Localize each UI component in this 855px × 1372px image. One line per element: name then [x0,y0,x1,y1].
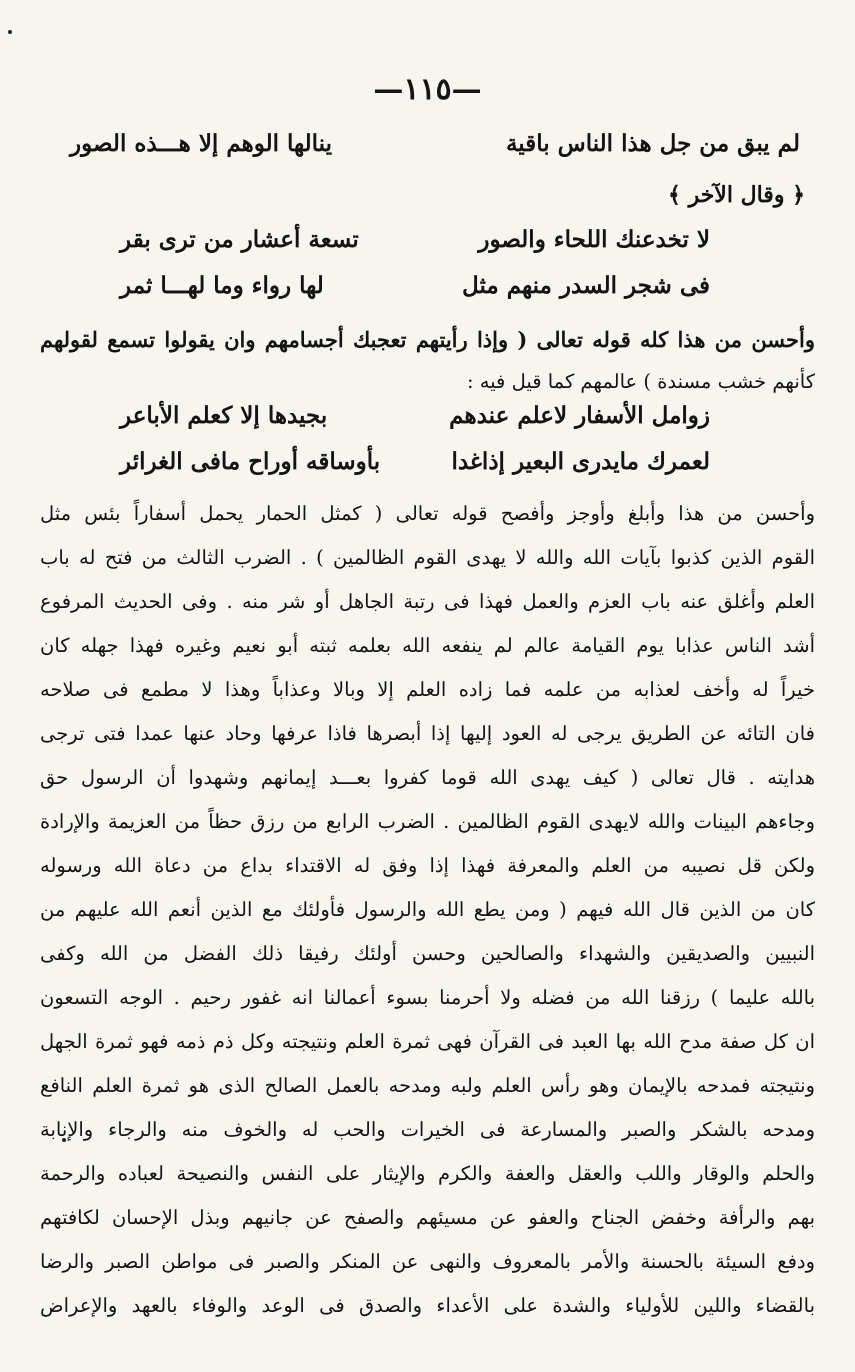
paragraph2-line: النبيين والصديقين والشهداء والصالحين وحسن أولئك رفيقا ذلك الفضل من الله وكفى [40,942,815,965]
verse-right-hemistich: زوامل الأسفار لاعلم عندهم [449,402,710,429]
verse-left-hemistich: بجيدها إلا كعلم الأباعر [120,402,328,429]
paragraph2-line: بالله عليما ) رزقنا الله من فضله ولا أحرمنا بسوء أعمالنا انه غفور رحيم . الوجه التسعون [40,986,815,1009]
verse-right-hemistich: لا تخدعنك اللحاء والصور [478,226,710,253]
paragraph2-line: خيراً له وأخف لعذابه من علمه فما زاده العلم إلا وبالا وعذاباً وهذا لا مطمع فى صلاحه [40,678,815,701]
paragraph1-line: وأحسن من هذا كله قوله تعالى ( وإذا رأيتهم تعجبك أجسامهم وان يقولوا تسمع لقولهم [40,327,815,352]
paragraph2-line: ولكن قل نصيبه من العلم والمعرفة فهذا إذا وفق له الاقتداء بداع من دعاة الله ورسوله [40,854,815,877]
paragraph2-line: ان كل صفة مدح الله بها العبد فى القرآن فهى ثمرة العلم ونتيجته وكل ذم ذمه فهو ثمرة الجهل [40,1030,815,1053]
poem3-verse-2 [120,448,710,492]
paragraph2-line: وجاءهم البينات والله لايهدى القوم الظالمين . الضرب الرابع من رزق حظاً من العزيمة والإرادة [40,810,815,833]
paragraph2-line: ودفع السيئة بالحسنة والأمر بالمعروف والنهى عن المنكر والصبر فى مواطن الصبر والرضا [40,1250,815,1273]
scan-speck [8,30,12,34]
verse-left-hemistich: ينالها الوهم إلا هـــذه الصور [70,130,333,157]
verse-left-hemistich: بأوساقه أوراح مافى الغرائر [120,448,381,475]
paragraph2-line: كان من الذين قال الله فيهم ( ومن يطع الله والرسول فأولئك مع الذين أنعم الله عليهم من [40,898,815,921]
paragraph2-line: والحلم والوقار واللب والعقل والعفة والكرم والإيثار على النفس والنصيحة لعباده والرحمة [40,1162,815,1185]
verse-right-hemistich: فى شجر السدر منهم مثل [462,272,710,299]
verse-left-hemistich: تسعة أعشار من ترى بقر [120,226,359,253]
verse-right-hemistich: لم يبق من جل هذا الناس باقية [505,130,800,157]
verse-right-hemistich: لعمرك مايدرى البعير إذاغدا [451,448,710,475]
paragraph2-line: أشد الناس عذابا يوم القيامة عالم لم ينفعه الله بعلمه ثبته أبو نعيم وغيره فهذا جهله كان [40,634,815,657]
paragraph2-line: هدايته . قال تعالى ( كيف يهدى الله قوما كفروا بعـــد إيمانهم وشهدوا أن الرسول حق [40,766,815,789]
paragraph2-line: وأحسن من هذا وأبلغ وأوجز وأفصح قوله تعالى ( كمثل الحمار يحمل أسفاراً بئس مثل [40,502,815,525]
paragraph2-line: ونتيجته فمدحه بالإيمان وهو رأس العلم ولبه ومدحه بالعمل الصالح الذى هو ثمرة العلم النافع [40,1074,815,1097]
paragraph2-line: ومدحه بالشكر والصبر والمسارعة فى الخيرات والحب له والخوف منه والرجاء والإنابة [40,1118,815,1141]
verse-left-hemistich: لها رواء وما لهـــا ثمر [120,272,324,299]
poem2-verse-2 [120,272,710,316]
paragraph2-line: القوم الذين كذبوا بآيات الله والله لا يهدى القوم الظالمين ) . الضرب الثالث من فتح له باب [40,546,815,569]
page-number: —١١٥— [373,72,482,107]
paragraph1-line: كأنهم خشب مسندة ) عالمهم كما قيل فيه : [466,370,815,393]
paragraph2-line: بالقضاء واللين للأولياء والشدة على الأعداء والصدق فى الوعد والوفاء بالعهد والإعراض [40,1294,815,1317]
poem3-verse-1 [120,402,710,446]
section-heading: ﴿ وقال الآخر ﴾ [668,182,805,208]
paragraph2-line: فان التائه عن الطريق يرجى له العود إليها إذا أبصرها فاذا عرفها وحاد عنها عمدا فتى ترجى [40,722,815,745]
poem2-verse-1 [120,226,710,270]
paragraph2-line: بهم والرأفة وخفض الجناح والعفو عن مسيئهم والصفح عن جانيهم وبذل الإحسان لكافتهم [40,1206,815,1229]
poem1-verse [70,130,800,174]
paragraph2-line: العلم وأغلق عنه باب العزم والعمل فهذا فى رتبة الجاهل أو شر منه . وفى الحديث المرفوع [40,590,815,613]
